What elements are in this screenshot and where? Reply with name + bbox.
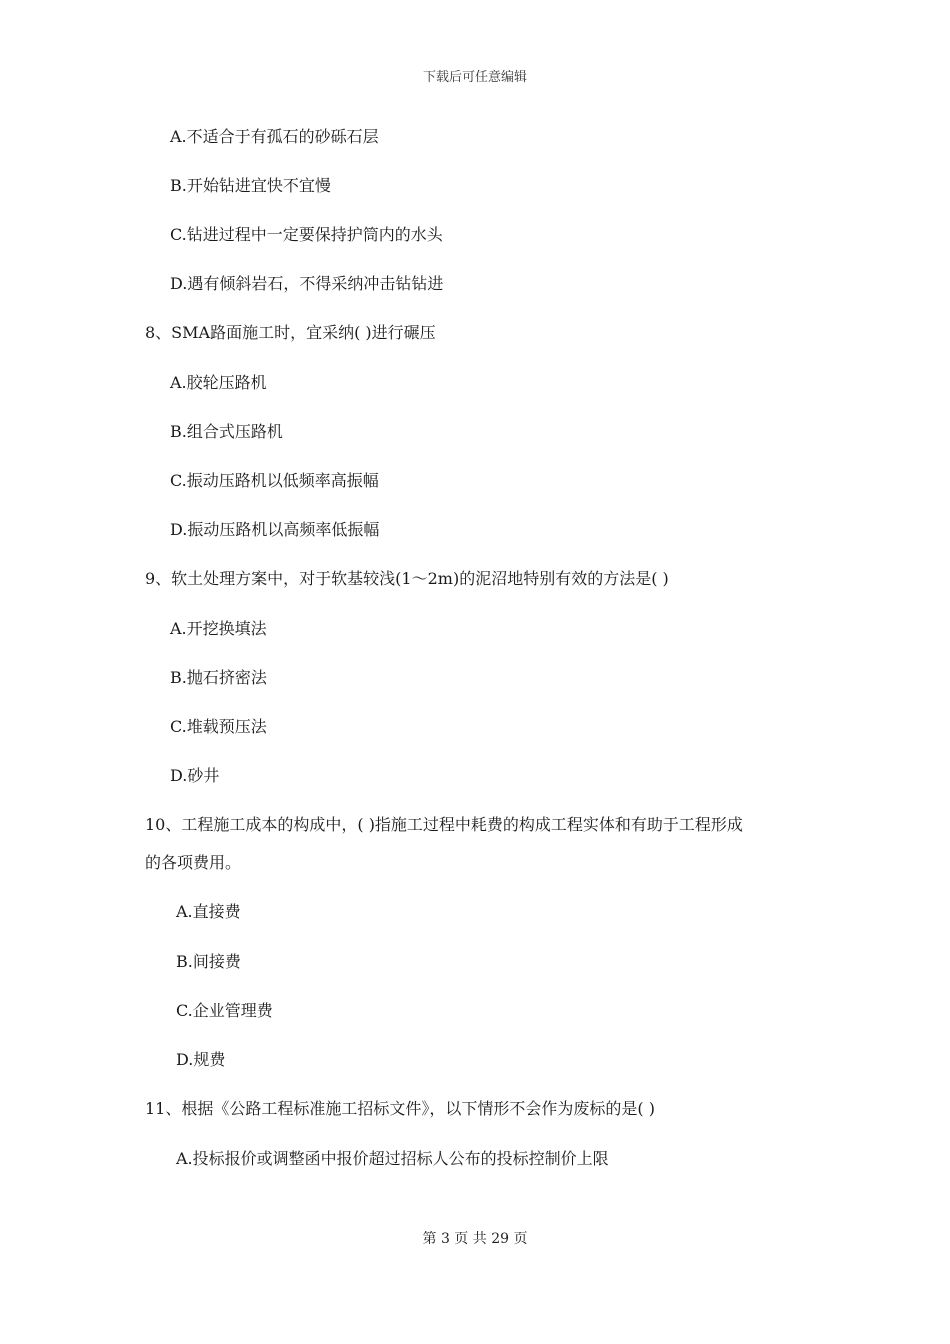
q7-option-c: C.钻进过程中一定要保持护筒内的水头	[170, 225, 443, 244]
page-footer: 第 3 页 共 29 页	[422, 1231, 528, 1247]
q9-option-a: A.开挖换填法	[170, 619, 267, 638]
q8-option-d: D.振动压路机以高频率低振幅	[170, 520, 380, 539]
q7-option-b: B.开始钻进宜快不宜慢	[170, 176, 331, 195]
q9-option-b: B.抛石挤密法	[170, 668, 267, 687]
q9-option-d: D.砂井	[170, 766, 220, 785]
q10-stem-line1: 10、工程施工成本的构成中，( )指施工过程中耗费的构成工程实体和有助于工程形成	[145, 815, 743, 834]
q11-stem: 11、根据《公路工程标准施工招标文件》，以下情形不会作为废标的是( )	[145, 1099, 655, 1118]
page-header: 下载后可任意编辑	[422, 70, 527, 85]
q10-option-b: B.间接费	[176, 952, 241, 971]
q10-option-a: A.直接费	[176, 902, 241, 921]
q10-option-c: C.企业管理费	[176, 1001, 273, 1020]
q7-option-d: D.遇有倾斜岩石，不得采纳冲击钻钻进	[170, 274, 444, 293]
q8-option-c: C.振动压路机以低频率高振幅	[170, 471, 379, 490]
q8-option-a: A.胶轮压路机	[170, 373, 267, 392]
q7-option-a: A.不适合于有孤石的砂砾石层	[170, 127, 379, 146]
q9-option-c: C.堆载预压法	[170, 717, 267, 736]
q9-stem: 9、软土处理方案中，对于软基较浅(1～2m)的泥沼地特别有效的方法是( )	[145, 569, 669, 588]
q10-stem-line2: 的各项费用。	[145, 853, 242, 872]
q8-stem: 8、SMA路面施工时，宜采纳( )进行碾压	[145, 323, 436, 342]
q11-option-a: A.投标报价或调整函中报价超过招标人公布的投标控制价上限	[176, 1149, 609, 1168]
q10-option-d: D.规费	[176, 1050, 226, 1069]
q8-option-b: B.组合式压路机	[170, 422, 283, 441]
